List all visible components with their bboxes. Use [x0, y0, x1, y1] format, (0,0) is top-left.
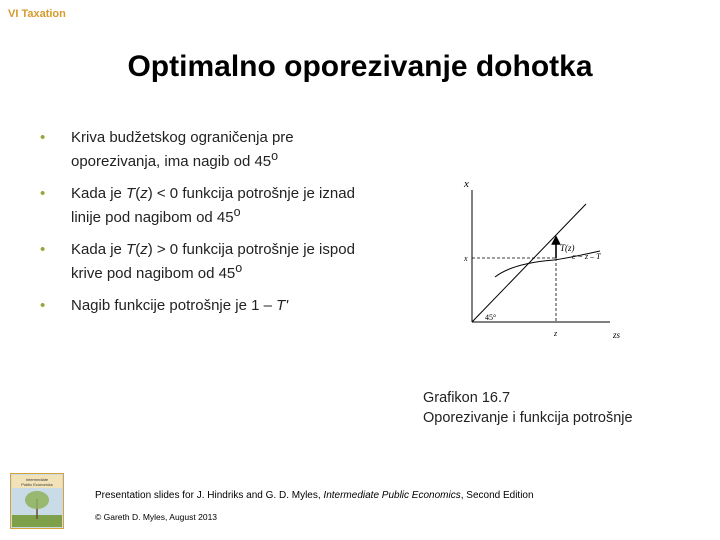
bullet-dot: •: [40, 129, 46, 146]
y-tick-label: x: [464, 254, 468, 263]
caption-subtitle: Oporezivanje i funkcija potrošnje: [423, 410, 633, 426]
section-tag: VI Taxation: [8, 8, 66, 20]
book-title-line: Intermediate: [25, 477, 49, 482]
credits: [95, 490, 534, 522]
bullet-math: T': [276, 297, 289, 314]
book-title-line: Public Economics: [21, 482, 53, 487]
bullet-item: [40, 296, 370, 334]
bullet-text: (: [135, 185, 141, 202]
degree-sup: o: [271, 149, 279, 163]
credits-prefix: Presentation slides for J. Hindriks and G. D. Myles,: [95, 490, 324, 501]
book-cover-image: [10, 473, 64, 529]
bullet-text: Kada je: [71, 241, 127, 258]
bullet-text: ) > 0 funkcija potrošnje je ispod krive pod nagibom od 45: [71, 241, 355, 282]
x-tick-label: z: [554, 329, 558, 338]
bullet-dot: •: [40, 297, 46, 314]
credits-line: [95, 490, 534, 501]
caption-title: Grafikon 16.7: [423, 390, 511, 406]
slide-title: Optimalno oporezivanje dohotka: [127, 50, 593, 83]
bullet-list: [40, 128, 370, 334]
bullet-item: [40, 128, 370, 184]
bullet-item: [40, 240, 370, 296]
degree-sup: o: [235, 261, 243, 275]
consumption-function-graph: [450, 176, 640, 346]
bullet-dot: •: [40, 185, 46, 202]
copyright-line: © Gareth D. Myles, August 2013: [95, 512, 218, 522]
bullet-dot: •: [40, 241, 46, 258]
bullet-math: z: [140, 241, 148, 258]
tax-label: T(z): [560, 243, 575, 253]
bullet-text: Kada je: [71, 185, 127, 202]
bullet-math: T: [126, 241, 136, 258]
bullet-item: [40, 184, 370, 240]
x-axis-label: zs: [613, 330, 621, 340]
credits-suffix: , Second Edition: [460, 490, 534, 501]
line-label: c = z – T: [572, 252, 601, 261]
bullet-text: Kriva budžetskog ograničenja pre oporezivanja, ima nagib od 45: [71, 129, 294, 170]
bullet-text: Nagib funkcije potrošnje je 1 –: [71, 297, 277, 314]
y-axis-label: x: [464, 178, 469, 190]
bullet-text: ) < 0 funkcija potrošnje je iznad linije pod nagibom od 45: [71, 185, 355, 226]
bullet-math: T: [126, 185, 136, 202]
degree-sup: o: [233, 205, 241, 219]
figure-caption: [423, 388, 633, 428]
bullet-text: (: [135, 241, 141, 258]
bullet-math: z: [140, 185, 148, 202]
credits-book: Intermediate Public Economics: [323, 490, 461, 501]
angle-label: 45°: [485, 313, 497, 322]
